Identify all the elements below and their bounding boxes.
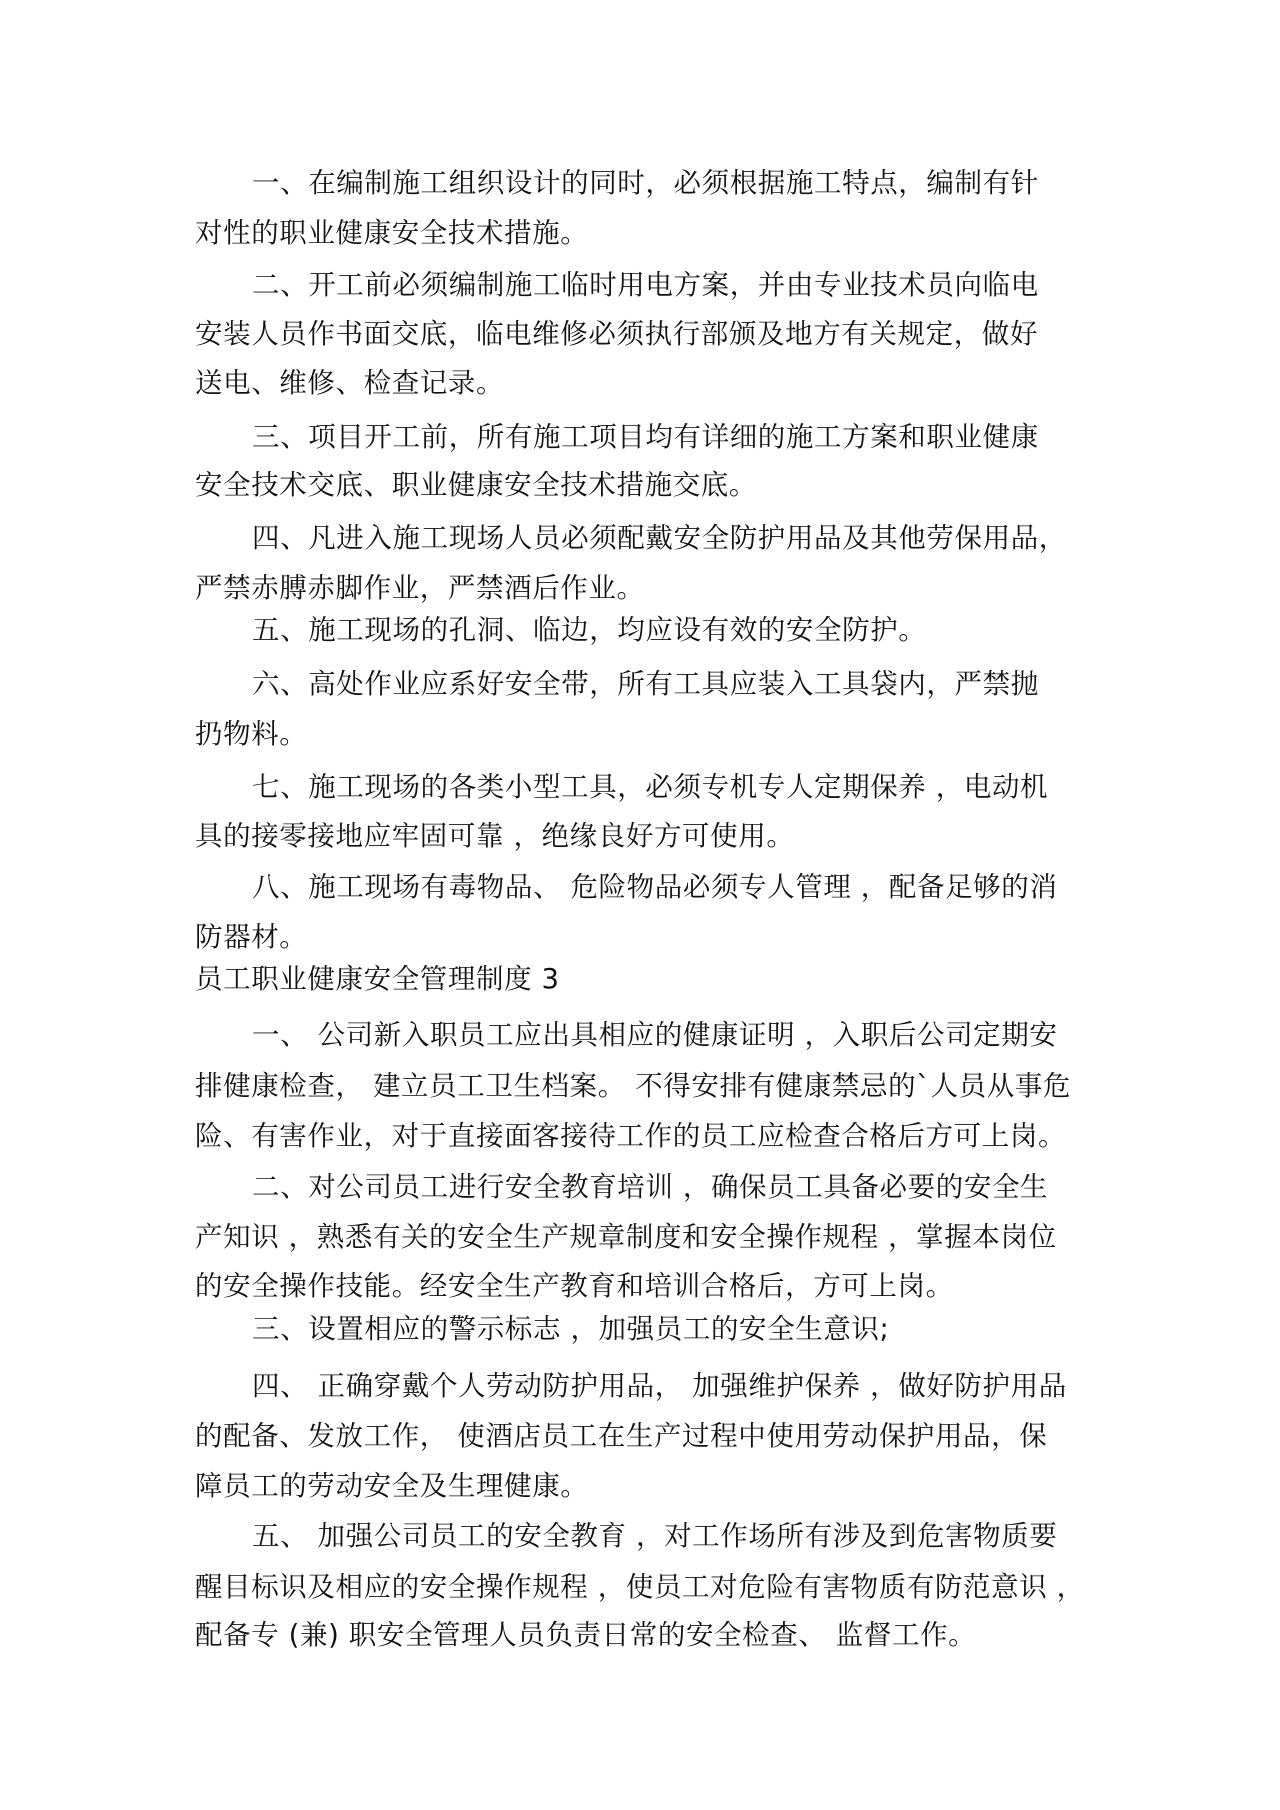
paragraph-line: 三、设置相应的警示标志 ，加强员工的安全生意识; [252, 1313, 890, 1345]
paragraph-line: 七、施工现场的各类小型工具，必须专机专人定期保养 ，电动机 [252, 771, 1049, 803]
paragraph-line: 险、有害作业，对于直接面客接待工作的员工应检查合格后方可上岗。 [195, 1120, 1067, 1152]
paragraph-line: 醒目标识及相应的安全操作规程 ，使员工对危险有害物质有防范意识 ， [195, 1571, 1085, 1603]
paragraph-line: 二、对公司员工进行安全教育培训 ，确保员工具备必要的安全生 [252, 1171, 1049, 1203]
paragraph-line: 严禁赤膊赤脚作业，严禁酒后作业。 [195, 572, 645, 604]
paragraph-line: 产知识 ，熟悉有关的安全生产规章制度和安全操作规程 ，掌握本岗位 [195, 1221, 1057, 1253]
paragraph-line: 五、施工现场的孔洞、临边，均应设有效的安全防护。 [252, 614, 927, 646]
paragraph-line: 送电、维修、检查记录。 [195, 367, 505, 399]
paragraph-line: 扔物料。 [195, 718, 308, 750]
paragraph-line: 三、项目开工前，所有施工项目均有详细的施工方案和职业健康 [252, 421, 1039, 453]
paragraph-line: 一、在编制施工组织设计的同时，必须根据施工特点，编制有针 [252, 167, 1039, 199]
paragraph-line: 的安全操作技能。经安全生产教育和培训合格后，方可上岗。 [195, 1270, 954, 1302]
paragraph-line: 具的接零接地应牢固可靠 ，绝缘良好方可使用。 [195, 820, 795, 852]
paragraph-line: 五、 加强公司员工的安全教育 ，对工作场所有涉及到危害物质要 [252, 1520, 1058, 1552]
paragraph-line: 八、施工现场有毒物品、 危险物品必须专人管理 ，配备足够的消 [252, 871, 1058, 903]
paragraph-line: 障员工的劳动安全及生理健康。 [195, 1470, 589, 1502]
section-title: 员工职业健康安全管理制度 3 [195, 963, 560, 995]
paragraph-line: 配备专 (兼) 职安全管理人员负责日常的安全检查、 监督工作。 [195, 1619, 977, 1651]
paragraph-line: 的配备、发放工作， 使酒店员工在生产过程中使用劳动保护用品，保 [195, 1420, 1048, 1452]
paragraph-line: 四、 正确穿戴个人劳动防护用品， 加强维护保养 ，做好防护用品 [252, 1370, 1067, 1402]
paragraph-line: 一、 公司新入职员工应出具相应的健康证明 ，入职后公司定期安 [252, 1019, 1058, 1051]
paragraph-line: 安装人员作书面交底，临电维修必须执行部颁及地方有关规定，做好 [195, 318, 1038, 350]
paragraph-line: 防器材。 [195, 921, 308, 953]
paragraph-line: 六、高处作业应系好安全带，所有工具应装入工具袋内，严禁抛 [252, 668, 1039, 700]
paragraph-line: 排健康检查， 建立员工卫生档案。 不得安排有健康禁忌的`人员从事危 [195, 1070, 1072, 1102]
paragraph-line: 四、凡进入施工现场人员必须配戴安全防护用品及其他劳保用品， [252, 522, 1067, 554]
paragraph-line: 二、开工前必须编制施工临时用电方案，并由专业技术员向临电 [252, 269, 1039, 301]
paragraph-line: 安全技术交底、职业健康安全技术措施交底。 [195, 469, 757, 501]
paragraph-line: 对性的职业健康安全技术措施。 [195, 217, 589, 249]
